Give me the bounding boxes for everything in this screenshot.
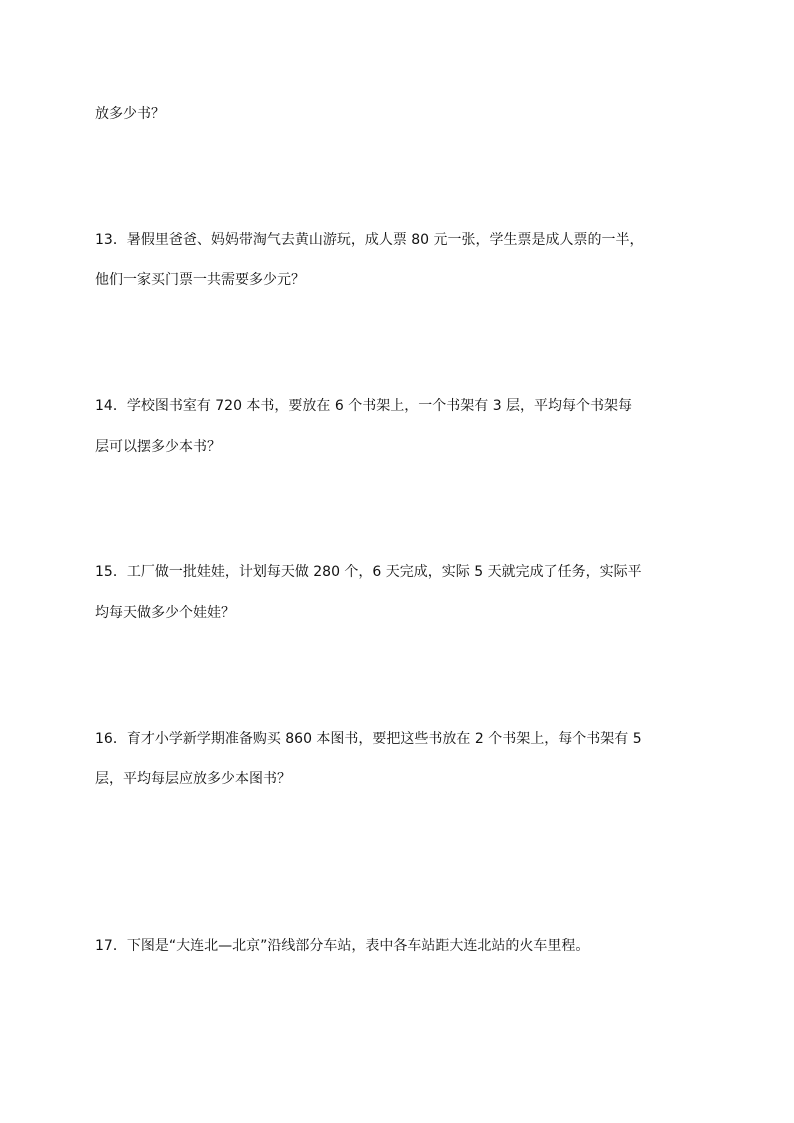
question-16-line-2: 层，平均每层应放多少本图书？ bbox=[95, 771, 291, 787]
question-14-line-2: 层可以摆多少本书？ bbox=[95, 439, 221, 455]
question-15-line-2: 均每天做多少个娃娃？ bbox=[95, 605, 235, 621]
question-13-line-2: 他们一家买门票一共需要多少元？ bbox=[95, 272, 305, 288]
question-17-line-1: 17．下图是“大连北—北京”沿线部分车站，表中各车站距大连北站的火车里程。 bbox=[95, 938, 590, 954]
question-16-line-1: 16．育才小学新学期准备购买 860 本图书，要把这些书放在 2 个书架上，每个书架有 5 bbox=[95, 731, 642, 747]
question-14-line-1: 14．学校图书室有 720 本书，要放在 6 个书架上，一个书架有 3 层，平均每个书架每 bbox=[95, 398, 633, 414]
question-13-line-1: 13．暑假里爸爸、妈妈带淘气去黄山游玩，成人票 80 元一张，学生票是成人票的一半， bbox=[95, 232, 644, 248]
previous-question-tail: 放多少书？ bbox=[95, 106, 165, 122]
question-15-line-1: 15．工厂做一批娃娃，计划每天做 280 个，6 天完成，实际 5 天就完成了任务，实际平 bbox=[95, 564, 642, 580]
